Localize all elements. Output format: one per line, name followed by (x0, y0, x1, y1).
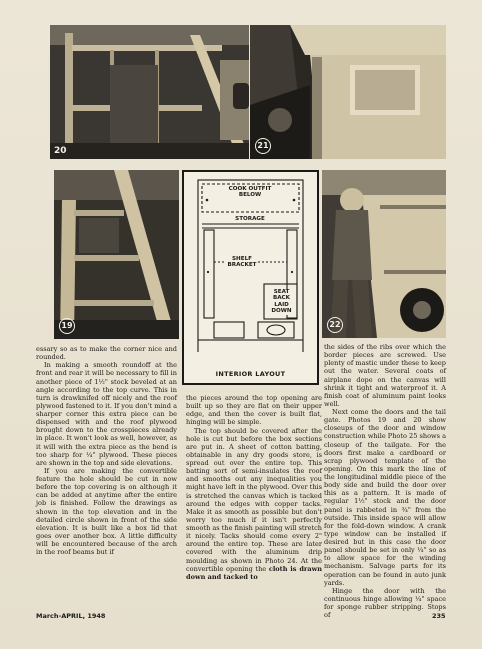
text-column-3 (324, 343, 446, 619)
photo-number: 22 (327, 317, 343, 333)
photo-22 (322, 170, 446, 338)
paragraph: Hinge the door with the continuous hinge allowing ¼" space for sponge rubber stripping. Stops of (324, 586, 446, 620)
label-cook-outfit: COOK OUTFIT BELOW (228, 186, 272, 199)
label-shelf-bracket: SHELF BRACKET (227, 256, 257, 269)
paragraph: the sides of the ribs over which the border pieces are screwed. Use plenty of mastic under these to keep out the water. Several coats of airplane dope on the canvas will shrink it tight and waterproof it. A finish coat of aluminum paint looks well. (324, 343, 446, 408)
text-column-2 (186, 394, 322, 581)
photo-number: 21 (255, 138, 271, 154)
label-storage: STORAGE (228, 216, 272, 222)
photo-21-image (250, 25, 446, 159)
photo-19 (54, 170, 179, 339)
text-column-1 (36, 345, 177, 556)
photo-21 (250, 25, 446, 159)
paragraph: the pieces around the top opening are built up so they are flat on their upper edge, and then the cover is built flat, hinging will be simple. (186, 394, 322, 427)
paragraph: In making a smooth roundoff at the front and rear it will be necessary to fill in another piece of 1½" stock beveled at an angle according to the top curve. This in turn is drawknifed off nicely and the roof plywood fastened to it. If you don't mind a sharper corner this extra piece can be dispensed with and the roof plywood brought down to the crosspieces already in place. It won't look as well, however, as it will with the extra piece as the bend is too sharp for ¼" plywood. These pieces are shown in the top and side elevations. (36, 361, 177, 467)
photo-19-image (54, 170, 179, 339)
paragraph-bold-text: cloth is drawn down and tacked to (186, 564, 322, 581)
label-seat-back: SEAT BACK LAID DOWN (268, 289, 295, 315)
paragraph (186, 427, 322, 581)
paragraph-text: The top should be covered after the hole is cut but before the box sections are put in. A sheet of cotton batting, obtainable in any dry goods store, is spread out over the entire top. This batting sort of semi-insulates the roof and smooths out any inequalities you might have left in the plywood. Over this is stretched the canvas which is tacked around the edges with copper tacks. Make it as smooth as possible but don't worry too much if it isn't perfectly smooth as the finish painting will stretch it nicely. Tacks should come every 2" around the entire top. These are later covered with the aluminum drip moulding as shown in Photo 24. At the convertible opening the (186, 426, 322, 573)
paragraph: Next come the doors and the tail gate. Photos 19 and 20 show closeups of the door and window construction while Photo 25 shows a closeup of the tailgate. For the doors first make a cardboard or scrap plywood template of the opening. On this mark the line of the longitudinal middle piece of the body side and build the door over this as a pattern. It is made of regular 1½" stock and the door panel is rabbeted in ¾" from the outside. This inside space will allow for the fold-down window. A crank type window can be installed if desired but in this case the door panel should be set in only ¼" so as to allow space for the winding mechanism. Salvage parts for its operation can be found in auto junk yards. (324, 408, 446, 587)
page-number: 235 (432, 612, 446, 620)
paragraph: If you are making the convertible feature the hole should be cut in now before the top covering is on although it can be added at anytime after the entire job is finished. Follow the drawings as shown in the top elevation and in the detailed circle shown in front of the side elevation. It is built like a box lid that goes over another box. A little difficulty will be encountered because of the arch in the roof beams but if (36, 466, 177, 557)
photo-number: 20 (54, 146, 67, 156)
paragraph: essary so as to make the corner nice and rounded. (36, 345, 177, 362)
issue-date: March-APRIL, 1948 (36, 612, 106, 620)
photo-number: 19 (59, 318, 75, 334)
diagram-caption: INTERIOR LAYOUT (215, 370, 286, 378)
photo-22-image (322, 170, 446, 338)
layout-drawing (184, 172, 317, 383)
interior-layout-diagram (182, 170, 319, 385)
photo-20 (50, 25, 249, 159)
photo-20-image (50, 25, 249, 159)
